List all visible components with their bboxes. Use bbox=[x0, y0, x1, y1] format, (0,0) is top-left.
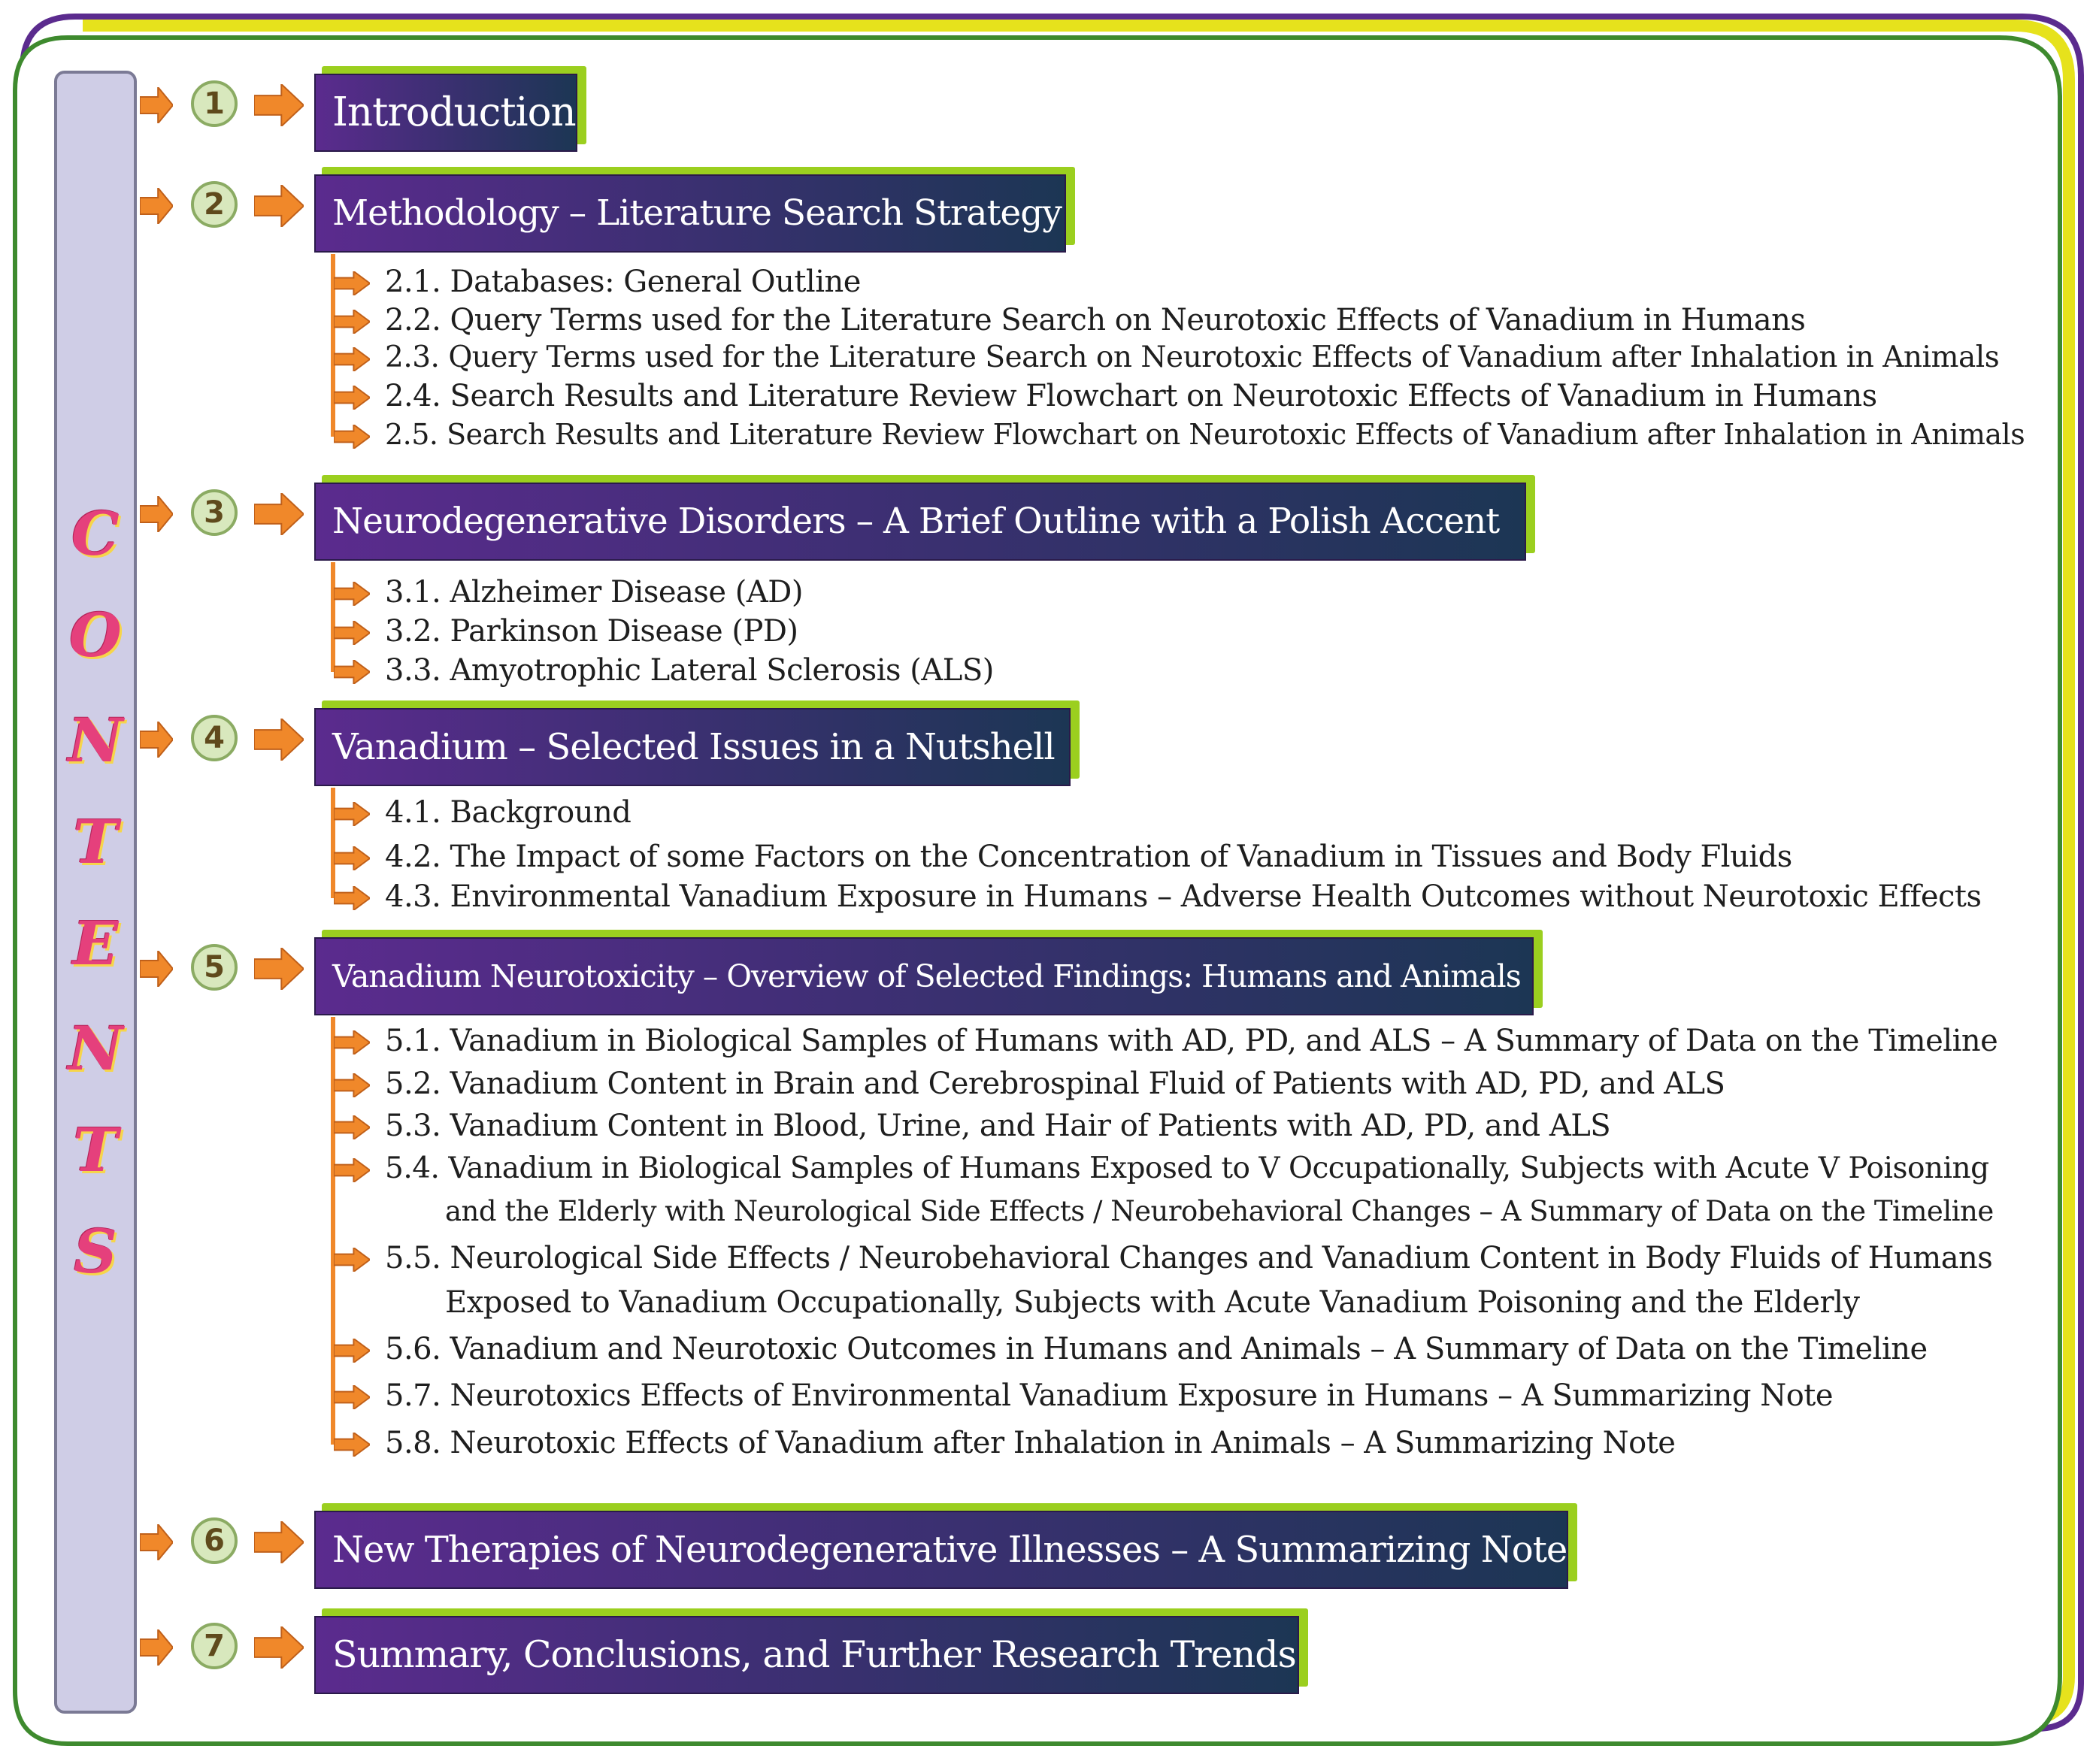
sub-item-arrow-icon bbox=[334, 621, 370, 645]
sub-item-arrow-icon bbox=[334, 1433, 370, 1457]
section-number: 3 bbox=[191, 489, 238, 536]
spine-arrow-icon bbox=[140, 496, 173, 532]
spine-arrow-icon bbox=[140, 188, 173, 224]
sub-item-arrow-icon bbox=[334, 1339, 370, 1363]
section-header-2[interactable] bbox=[314, 174, 1066, 253]
sub-item-arrow-icon bbox=[334, 1158, 370, 1182]
sub-item[interactable]: 2.4. Search Results and Literature Review Flowchart on Neurotoxic Effects of Vanadium in Humans bbox=[385, 379, 1877, 413]
sub-item[interactable]: 4.2. The Impact of some Factors on the Concentration of Vanadium in Tissues and Body Fluids bbox=[385, 840, 1792, 874]
section-number: 4 bbox=[191, 715, 238, 761]
sub-item-arrow-icon bbox=[334, 886, 370, 910]
sub-item-arrow-icon bbox=[334, 1030, 370, 1054]
section-number: 2 bbox=[191, 181, 238, 228]
sub-item[interactable]: 2.3. Query Terms used for the Literature Search on Neurotoxic Effects of Vanadium after Inhalation in Animals bbox=[385, 340, 2000, 374]
sub-item-arrow-icon bbox=[334, 1073, 370, 1097]
section-title: Summary, Conclusions, and Further Research Trends bbox=[314, 1616, 1299, 1694]
sub-item[interactable]: 2.2. Query Terms used for the Literature Search on Neurotoxic Effects of Vanadium in Humans bbox=[385, 303, 1806, 337]
side-label-letter: E bbox=[72, 908, 119, 979]
section-arrow-icon bbox=[254, 185, 304, 227]
section-header-5[interactable] bbox=[314, 937, 1534, 1015]
sub-item[interactable]: 4.3. Environmental Vanadium Exposure in Humans – Adverse Health Outcomes without Neurotoxic Effects bbox=[385, 879, 1982, 914]
section-number: 6 bbox=[191, 1517, 238, 1564]
section-header-4[interactable] bbox=[314, 708, 1071, 786]
sub-item-continuation[interactable]: Exposed to Vanadium Occupationally, Subjects with Acute Vanadium Poisoning and the Elderly bbox=[445, 1285, 1860, 1320]
sub-item[interactable]: 5.4. Vanadium in Biological Samples of Humans Exposed to V Occupationally, Subjects with Acute V Poisoning bbox=[385, 1151, 1989, 1185]
sub-item[interactable]: 3.3. Amyotrophic Lateral Sclerosis (ALS) bbox=[385, 653, 994, 688]
spine-arrow-icon bbox=[140, 951, 173, 987]
section-arrow-icon bbox=[254, 493, 304, 535]
section-number: 7 bbox=[191, 1623, 238, 1669]
sub-item-arrow-icon bbox=[334, 1248, 370, 1272]
sub-item-arrow-icon bbox=[334, 1385, 370, 1409]
section-title: Neurodegenerative Disorders – A Brief Outline with a Polish Accent bbox=[314, 483, 1526, 561]
section-header-1[interactable] bbox=[314, 74, 577, 152]
side-label-letter: C bbox=[71, 498, 120, 569]
sub-item-arrow-icon bbox=[334, 846, 370, 870]
sub-item-arrow-icon bbox=[334, 425, 370, 449]
section-title: New Therapies of Neurodegenerative Illnesses – A Summarizing Note bbox=[314, 1511, 1568, 1589]
sub-item-arrow-icon bbox=[334, 347, 370, 371]
side-label-letter: O bbox=[69, 600, 122, 670]
sub-item[interactable]: 3.2. Parkinson Disease (PD) bbox=[385, 614, 798, 649]
section-title: Introduction bbox=[314, 74, 577, 152]
sub-item-arrow-icon bbox=[334, 802, 370, 826]
sub-item[interactable]: 5.3. Vanadium Content in Blood, Urine, and Hair of Patients with AD, PD, and ALS bbox=[385, 1109, 1611, 1143]
sub-item[interactable]: 5.1. Vanadium in Biological Samples of Humans with AD, PD, and ALS – A Summary of Data on the Timeline bbox=[385, 1024, 1998, 1058]
side-label-letter: T bbox=[73, 806, 118, 877]
side-label-letter: N bbox=[68, 705, 123, 776]
spine-arrow-icon bbox=[140, 722, 173, 758]
contents-spine bbox=[54, 71, 137, 1714]
sub-item-arrow-icon bbox=[334, 660, 370, 684]
sub-item[interactable]: 5.2. Vanadium Content in Brain and Cerebrospinal Fluid of Patients with AD, PD, and ALS bbox=[385, 1067, 1725, 1101]
section-arrow-icon bbox=[254, 1521, 304, 1563]
sub-item-arrow-icon bbox=[334, 582, 370, 606]
section-arrow-icon bbox=[254, 948, 304, 990]
sub-item-arrow-icon bbox=[334, 1115, 370, 1139]
side-label-letter: S bbox=[74, 1216, 117, 1287]
sub-item[interactable]: 2.1. Databases: General Outline bbox=[385, 265, 861, 299]
sub-item-bracket bbox=[331, 562, 335, 672]
side-label-letter: T bbox=[73, 1115, 118, 1185]
section-arrow-icon bbox=[254, 1626, 304, 1669]
sub-item-arrow-icon bbox=[334, 271, 370, 295]
sub-item-arrow-icon bbox=[334, 310, 370, 334]
sub-item-continuation[interactable]: and the Elderly with Neurological Side Effects / Neurobehavioral Changes – A Summary of Data on the Timeline bbox=[445, 1195, 1994, 1227]
section-header-6[interactable] bbox=[314, 1511, 1568, 1589]
section-header-3[interactable] bbox=[314, 483, 1526, 561]
section-arrow-icon bbox=[254, 84, 304, 126]
sub-item[interactable]: 5.8. Neurotoxic Effects of Vanadium after Inhalation in Animals – A Summarizing Note bbox=[385, 1426, 1676, 1460]
side-label-letter: N bbox=[68, 1013, 123, 1084]
sub-item-arrow-icon bbox=[334, 386, 370, 410]
sub-item[interactable]: 5.5. Neurological Side Effects / Neurobehavioral Changes and Vanadium Content in Body Fluids of Humans bbox=[385, 1241, 1993, 1275]
spine-arrow-icon bbox=[140, 1524, 173, 1560]
sub-item[interactable]: 5.6. Vanadium and Neurotoxic Outcomes in Humans and Animals – A Summary of Data on the Timeline bbox=[385, 1332, 1928, 1366]
sub-item[interactable]: 5.7. Neurotoxics Effects of Environmental Vanadium Exposure in Humans – A Summarizing Note bbox=[385, 1378, 1834, 1413]
section-arrow-icon bbox=[254, 719, 304, 761]
section-title: Vanadium Neurotoxicity – Overview of Selected Findings: Humans and Animals bbox=[314, 937, 1534, 1015]
section-title: Methodology – Literature Search Strategy bbox=[314, 174, 1066, 253]
spine-arrow-icon bbox=[140, 87, 173, 123]
section-title: Vanadium – Selected Issues in a Nutshell bbox=[314, 708, 1071, 786]
section-number: 5 bbox=[191, 944, 238, 991]
sub-item[interactable]: 3.1. Alzheimer Disease (AD) bbox=[385, 575, 803, 610]
spine-arrow-icon bbox=[140, 1629, 173, 1666]
sub-item[interactable]: 2.5. Search Results and Literature Review Flowchart on Neurotoxic Effects of Vanadium after Inhalation in Animals bbox=[385, 418, 2025, 451]
sub-item[interactable]: 4.1. Background bbox=[385, 795, 632, 830]
section-header-7[interactable] bbox=[314, 1616, 1299, 1694]
section-number: 1 bbox=[191, 80, 238, 127]
